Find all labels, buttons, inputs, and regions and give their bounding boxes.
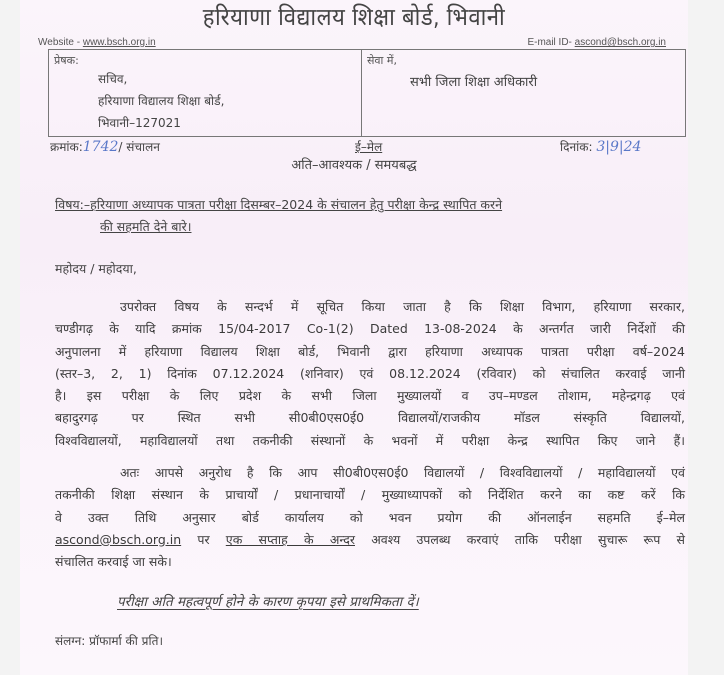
sender-line: हरियाणा विद्यालय शिक्षा बोर्ड, [98, 94, 225, 108]
recipient-label: सेवा में, [367, 54, 397, 67]
email-label: E-mail ID- [527, 37, 575, 48]
letterhead-title: हरियाणा विद्यालय शिक्षा बोर्ड, भिवानी [202, 3, 506, 31]
deadline-text: एक सप्ताह के अन्दर [225, 531, 355, 547]
website-label: Website - [38, 37, 83, 48]
paragraph-line: संचालित करवाई जा सके। [55, 554, 172, 570]
dispatch-mode: ई–मेल [355, 140, 383, 154]
attachment-note: संलग्न: प्रॉफार्मा की प्रति। [55, 634, 163, 648]
priority-label: अति–आवश्यक / समयबद्ध [291, 158, 417, 173]
sender-label: प्रेषक: [54, 54, 79, 67]
paragraph-line: विश्वविद्यालयों, महाविद्यालयों तथा तकनीकी संस्थानों के भवनों में परीक्षा केन्द्र स्थापित किए जाने हैं। [55, 432, 685, 448]
subject [55, 194, 685, 238]
paragraph-line: बहादुरगढ़ पर स्थित सभी सी0बी0एस0ई0 विद्यालयों/राजकीय मॉडल संस्कृति विद्यालयों, [55, 410, 685, 426]
salutation: महोदय / महोदया, [55, 261, 137, 276]
address-box [48, 49, 686, 137]
paragraph-line: अनुपालना में हरियाणा विद्यालय शिक्षा बोर्ड, भिवानी द्वारा हरियाणा अध्यापक पात्रता परीक्षा वर्ष–2024 [55, 343, 685, 359]
paragraph-line: अतः आपसे अनुरोध है कि आप सी0बी0एस0ई0 विद्यालयों / विश्वविद्यालयों / महाविद्यालयों एवं [120, 465, 685, 480]
body-paragraph-1 [55, 296, 685, 452]
email-link[interactable]: ascond@bsch.org.in [574, 37, 666, 48]
recipient-block [362, 50, 685, 136]
paragraph-line: चण्डीगढ़ के यादि क्रमांक 15/04-2017 Co-1(2) Dated 13-08-2024 के अन्तर्गत जारी निर्देशों की [55, 321, 685, 337]
website-link[interactable]: www.bsch.org.in [82, 37, 156, 48]
reference-number: क्रमांक:1742/ संचालन [50, 139, 160, 155]
sender-line: भिवानी–127021 [98, 116, 181, 130]
letter-page [20, 0, 688, 675]
paragraph-line: उपरोक्त विषय के सन्दर्भ में सूचित किया जाता है कि शिक्षा विभाग, हरियाणा सरकार, [120, 299, 685, 314]
date-handwritten: 3|9|24 [596, 139, 642, 155]
paragraph-line: तकनीकी शिक्षा संस्थान के प्राचार्यों / प्रधानाचार्यों / मुख्याध्यापकों को निर्देशित करने का कष्ट करें कि [55, 487, 685, 503]
subject-line: विषय:–हरियाणा अध्यापक पात्रता परीक्षा दिसम्बर–2024 के संचालन हेतु परीक्षा केन्द्र स्थापित करने [55, 197, 503, 212]
body-paragraph-2 [55, 462, 685, 573]
website-info [38, 37, 156, 48]
paragraph-line: (स्तर–3, 2, 1) दिनांक 07.12.2024 (शनिवार) एवं 08.12.2024 (रविवार) को संचालित करवाई जानी [55, 365, 685, 381]
sender-block [49, 50, 362, 136]
paragraph-line: है। इस परीक्षा के लिए प्रदेश के सभी जिला मुख्यालयों व उप–मण्डल तोशाम, महेन्द्रगढ़ एवं [55, 388, 685, 404]
recipient-line: सभी जिला शिक्षा अधिकारी [410, 75, 538, 90]
paragraph-line: वे उक्त तिथि अनुसार बोर्ड कार्यालय को भवन प्रयोग की ऑनलाईन सहमति ई–मेल [55, 509, 685, 525]
reference-number-handwritten: 1742 [82, 139, 119, 155]
request-email-link[interactable]: ascond@bsch.org.in [55, 531, 182, 547]
letter-date: दिनांक: 3|9|24 [560, 139, 642, 155]
email-info [527, 37, 666, 48]
reference-row [50, 138, 686, 156]
sender-line: सचिव, [98, 72, 128, 86]
priority-note: परीक्षा अति महत्वपूर्ण होने के कारण कृपया इसे प्राथमिकता दें। [117, 594, 419, 610]
paragraph-line: ascond@bsch.org.in पर एक सप्ताह के अन्दर अवश्य उपलब्ध करवाएं ताकि परीक्षा सुचारू रूप से [55, 531, 686, 547]
subject-line: की सहमति देने बारे। [100, 219, 192, 234]
